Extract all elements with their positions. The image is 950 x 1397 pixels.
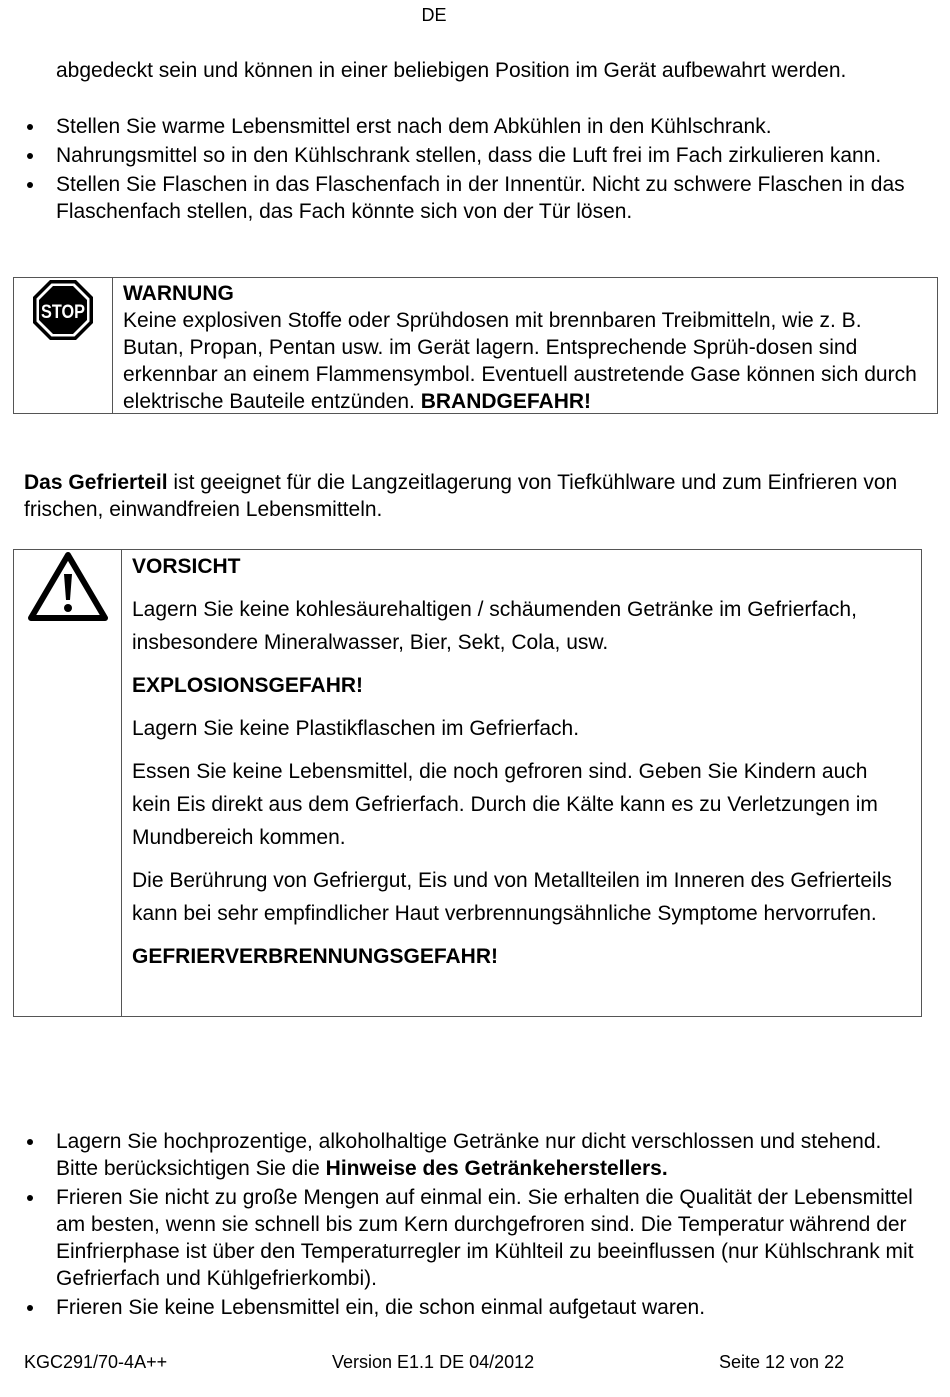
list-item: Frieren Sie nicht zu große Mengen auf einmal ein. Sie erhalten die Qualität der Lebensmittel am besten, wenn sie schnell bis zum Kern durchgefroren sind. Die Temperatur während der Einfrierphase ist über den Temperaturregler im Kühlteil zu beeinflussen (nur Kühlschrank mit Gefrierfach und Kühlgefrierkombi). — [24, 1184, 929, 1292]
svg-text:STOP: STOP — [41, 302, 86, 323]
caution-icon-cell — [14, 550, 122, 1016]
caution-box — [13, 549, 922, 1017]
freezer-paragraph: Das Gefrierteil ist geeignet für die Langzeitlagerung von Tiefkühlware und zum Einfrieren von frischen, einwandfreien Lebensmitteln. — [24, 471, 898, 521]
stop-sign-icon — [31, 278, 95, 342]
caution-text-4: Die Berührung von Gefriergut, Eis und von Metallteilen im Inneren des Gefrierteils kann bei sehr empfindlicher Haut verbrennungsähnliche Symptome hervorrufen. — [132, 869, 892, 925]
continuation-text: abgedeckt sein und können in einer beliebigen Position im Gerät aufbewahrt werden. — [56, 59, 847, 82]
caution-title: VORSICHT — [132, 555, 241, 578]
caution-text-cell — [122, 550, 921, 1016]
caution-emphasis-freezer-burn: GEFRIERVERBRENNUNGSGEFAHR! — [132, 945, 498, 968]
warning-emphasis: BRANDGEFAHR! — [420, 390, 592, 413]
language-header: DE — [421, 5, 447, 25]
caution-text-3: Essen Sie keine Lebensmittel, die noch gefroren sind. Geben Sie Kindern auch kein Eis direkt aus dem Gefrierfach. Durch die Kälte kann es zu Verletzungen im Mundbereich kommen. — [132, 760, 878, 849]
list-item: Nahrungsmittel so in den Kühlschrank stellen, dass die Luft frei im Fach zirkulieren kann. — [24, 142, 929, 169]
caution-emphasis-explosion: EXPLOSIONSGEFAHR! — [132, 674, 364, 697]
list-item: Stellen Sie warme Lebensmittel erst nach dem Abkühlen in den Kühlschrank. — [24, 113, 929, 140]
warning-text-cell — [113, 278, 937, 413]
caution-text-2: Lagern Sie keine Plastikflaschen im Gefrierfach. — [132, 717, 580, 740]
warning-box — [13, 277, 938, 414]
warning-icon-cell — [14, 278, 113, 413]
warning-triangle-icon — [28, 552, 108, 622]
warning-body: Keine explosiven Stoffe oder Sprühdosen mit brennbaren Treibmitteln, wie z. B. Butan, Propan, Pentan usw. im Gerät lagern. Entsprechende Sprüh-dosen sind erkennbar an einem Flammensymbol. Eventuell austretende Gase können sich durch elektrische Bauteile entzünden. BRANDGEFAHR! — [123, 309, 917, 413]
footer-model: KGC291/70-4A++ — [24, 1352, 168, 1372]
list-item: Frieren Sie keine Lebensmittel ein, die schon einmal aufgetaut waren. — [24, 1294, 929, 1321]
caution-text-1: Lagern Sie keine kohlesäurehaltigen / schäumenden Getränke im Gefrierfach, insbesondere Mineralwasser, Bier, Sekt, Cola, usw. — [132, 598, 857, 654]
list-item: Lagern Sie hochprozentige, alkoholhaltige Getränke nur dicht verschlossen und stehend. Bitte berücksichtigen Sie die Hinweise des Getränkeherstellers. — [24, 1128, 929, 1182]
freezer-lead: Das Gefrierteil — [24, 471, 168, 494]
warning-title: WARNUNG — [123, 282, 234, 305]
top-bullet-list — [24, 113, 929, 227]
bottom-bullet-list — [24, 1128, 929, 1323]
footer-page-number: Seite 12 von 22 — [719, 1352, 845, 1372]
list-item: Stellen Sie Flaschen in das Flaschenfach in der Innentür. Nicht zu schwere Flaschen in das Flaschenfach stellen, das Fach könnte sich von der Tür lösen. — [24, 171, 929, 225]
footer-version: Version E1.1 DE 04/2012 — [332, 1352, 535, 1372]
